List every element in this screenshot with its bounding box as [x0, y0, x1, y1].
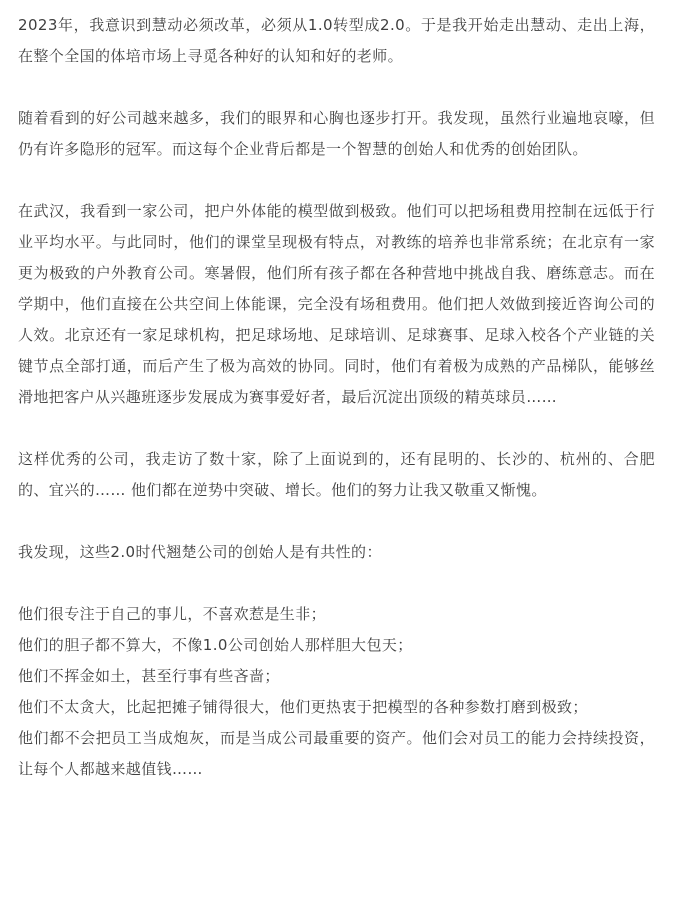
paragraph-transformation: 2023年，我意识到慧动必须改革，必须从1.0转型成2.0。于是我开始走出慧动、走出上海，在整个全国的体培市场上寻觅各种好的认知和好的老师。 [18, 16, 655, 65]
paragraph-founder-traits-intro: 我发现，这些2.0时代翘楚公司的创始人是有共性的： [18, 543, 382, 561]
trait-item-focus: 他们很专注于自己的事儿，不喜欢惹是生非； [18, 605, 327, 623]
paragraph-visits: 这样优秀的公司，我走访了数十家，除了上面说到的，还有昆明的、长沙的、杭州的、合肥的、宜兴的…… 他们都在逆势中突破、增长。他们的努力让我又敬重又惭愧。 [18, 450, 655, 499]
paragraph-company-examples: 在武汉，我看到一家公司，把户外体能的模型做到极致。他们可以把场租费用控制在远低于行业平均水平。与此同时，他们的课堂呈现极有特点，对教练的培养也非常系统；在北京有一家更为极致的户外教育公司。寒暑假，他们所有孩子都在各种营地中挑战自我、磨练意志。而在学期中，他们直接在公共空间上体能课，完全没有场租费用。他们把人效做到接近咨询公司的人效。北京还有一家足球机构，把足球场地、足球培训、足球赛事、足球入校各个产业链的关键节点全部打通，而后产生了极为高效的协同。同时，他们有着极为成熟的产品梯队，能够丝滑地把客户从兴趣班逐步发展成为赛事爱好者，最后沉淀出顶级的精英球员…… [18, 202, 655, 406]
trait-item-people: 他们都不会把员工当成炮灰，而是当成公司最重要的资产。他们会对员工的能力会持续投资，让每个人都越来越值钱…… [18, 729, 655, 778]
trait-item-caution: 他们的胆子都不算大，不像1.0公司创始人那样胆大包天； [18, 636, 413, 654]
paragraph-hidden-champions: 随着看到的好公司越来越多，我们的眼界和心胸也逐步打开。我发现，虽然行业遍地哀嚎，但仍有许多隐形的冠军。而这每个企业背后都是一个智慧的创始人和优秀的创始团队。 [18, 109, 655, 158]
trait-item-precision: 他们不太贪大，比起把摊子铺得很大，他们更热衷于把模型的各种参数打磨到极致； [18, 698, 588, 716]
founder-traits-list [18, 599, 655, 785]
trait-item-frugal: 他们不挥金如土，甚至行事有些吝啬； [18, 667, 280, 685]
